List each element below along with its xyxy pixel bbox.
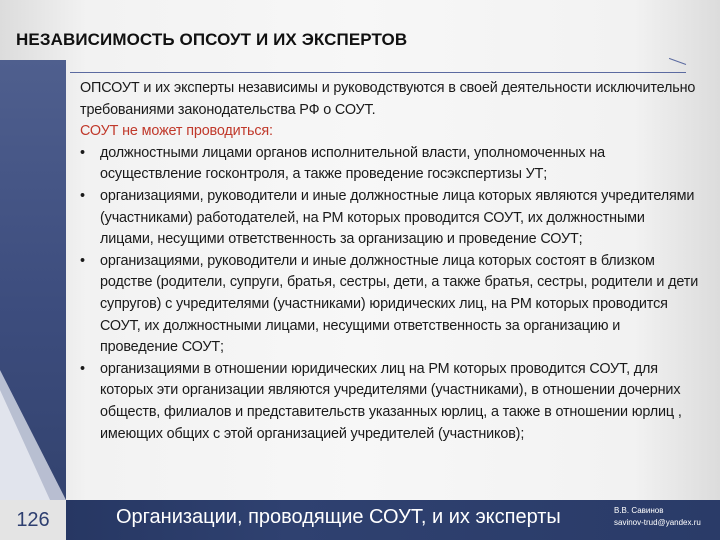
intro-paragraph: ОПСОУТ и их эксперты независимы и руководствуются в своей деятельности исключительно требованиями законодательства РФ о СОУТ. (80, 80, 696, 118)
list-item-text: организациями, руководители и иные должностные лица которых состоят в близком родстве (родители, супруги, братья, сестры, дети, а также братья, сестры, родители и дети супругов) с учредителями (участниками) юридических лиц, на РМ которых проводится СОУТ, их должностными лицами, несущими ответственность за организацию и проведение СОУТ; (100, 252, 699, 356)
list-item (80, 143, 700, 186)
list-item-text: организациями, руководители и иные должностные лица которых являются учредителями (участниками) работодателей, на РМ которых проводится СОУТ, их должностными лицами, несущими ответственность за организацию и проведение СОУТ; (100, 187, 695, 248)
list-item (80, 359, 700, 445)
list-item (80, 251, 700, 359)
warning-heading: СОУТ не может проводиться: (80, 123, 273, 140)
bullet-list (80, 143, 700, 445)
title-divider-tick (669, 58, 686, 65)
author-email: savinov-trud@yandex.ru (614, 518, 701, 527)
author-block (614, 505, 701, 529)
left-accent-band (0, 60, 66, 500)
list-item-text: организациями в отношении юридических лиц на РМ которых проводится СОУТ, для которых эти организации являются учредителями (участниками), в отношении дочерних обществ, филиалов и представительств указанных юрлиц, а также в отношении юрлиц , имеющих общих с этой организацией учредителей (участников); (100, 360, 682, 442)
footer-title: Организации, проводящие СОУТ, и их эксперты (116, 506, 561, 528)
list-item-text: должностными лицами органов исполнительной власти, уполномоченных на осуществление госконтроля, а также проведение госэкспертизы УТ; (100, 144, 605, 183)
slide-title: НЕЗАВИСИМОСТЬ ОПСОУТ И ИХ ЭКСПЕРТОВ (16, 30, 408, 49)
list-item (80, 186, 700, 251)
author-name: В.В. Савинов (614, 506, 664, 515)
bullet-icon: • (80, 360, 85, 377)
footer-bar (0, 500, 720, 540)
page-number: 126 (0, 500, 66, 540)
slide-body (80, 78, 700, 445)
title-divider (70, 72, 686, 73)
bullet-icon: • (80, 144, 85, 161)
decorative-triangle (0, 370, 66, 500)
bullet-icon: • (80, 252, 85, 269)
bullet-icon: • (80, 187, 85, 204)
